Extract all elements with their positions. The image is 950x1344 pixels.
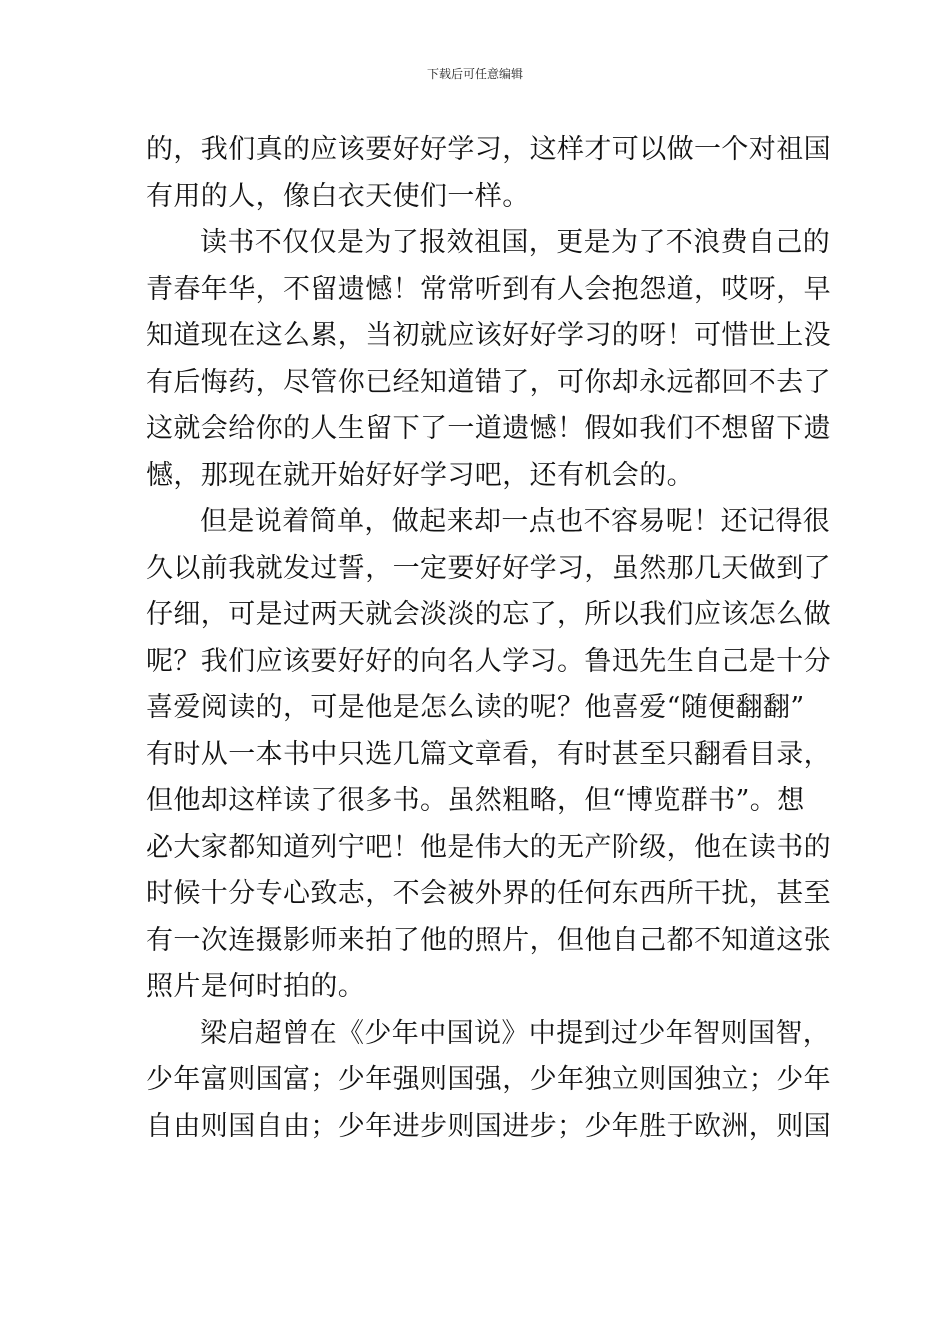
paragraph-line: 照片是何时拍的。 <box>146 971 366 1002</box>
paragraph-line: 有一次连摄影师来拍了他的照片，但他自己都不知道这张 <box>146 924 831 956</box>
paragraph-line: 有后悔药，尽管你已经知道错了，可你却永远都回不去了 <box>146 366 831 398</box>
document-body <box>146 127 831 1150</box>
paragraph-line: 少年富则国富；少年强则国强，少年独立则国独立；少年 <box>146 1064 831 1095</box>
paragraph-line: 呢？我们应该要好好的向名人学习。鲁迅先生自己是十分 <box>146 645 831 677</box>
paragraph-line: 知道现在这么累，当初就应该好好学习的呀！可惜世上没 <box>146 320 831 351</box>
paragraph-line: 青春年华，不留遗憾！常常听到有人会抱怨道，哎呀，早 <box>146 273 831 305</box>
paragraph-line: 但他却这样读了很多书。虽然粗略，但“博览群书”。想 <box>146 785 805 816</box>
paragraph-line: 有用的人，像白衣天使们一样。 <box>146 180 530 212</box>
paragraph-line: 这就会给你的人生留下了一道遗憾！假如我们不想留下遗 <box>146 413 831 444</box>
paragraph-line: 仔细，可是过两天就会淡淡的忘了，所以我们应该怎么做 <box>146 599 831 630</box>
paragraph-line: 久以前我就发过誓，一定要好好学习，虽然那几天做到了 <box>146 552 831 584</box>
paragraph-line: 自由则国自由；少年进步则国进步；少年胜于欧洲，则国 <box>146 1110 831 1142</box>
paragraph-first-line: 但是说着简单，做起来却一点也不容易呢！还记得很 <box>200 506 831 537</box>
paragraph-line: 的，我们真的应该要好好学习，这样才可以做一个对祖国 <box>146 134 831 165</box>
paragraph-line: 有时从一本书中只选几篇文章看，有时甚至只翻看目录， <box>146 738 831 770</box>
page-header: 下载后可任意编辑 <box>426 67 523 81</box>
paragraph-first-line: 读书不仅仅是为了报效祖国，更是为了不浪费自己的 <box>200 227 831 258</box>
paragraph-line: 喜爱阅读的，可是他是怎么读的呢？他喜爱“随便翻翻” <box>146 692 805 723</box>
paragraph-line: 憾，那现在就开始好好学习吧，还有机会的。 <box>146 459 694 491</box>
paragraph-first-line: 梁启超曾在《少年中国说》中提到过少年智则国智， <box>200 1017 831 1049</box>
paragraph-line: 时候十分专心致志，不会被外界的任何东西所干扰，甚至 <box>146 878 831 909</box>
paragraph-line: 必大家都知道列宁吧！他是伟大的无产阶级，他在读书的 <box>146 831 831 863</box>
